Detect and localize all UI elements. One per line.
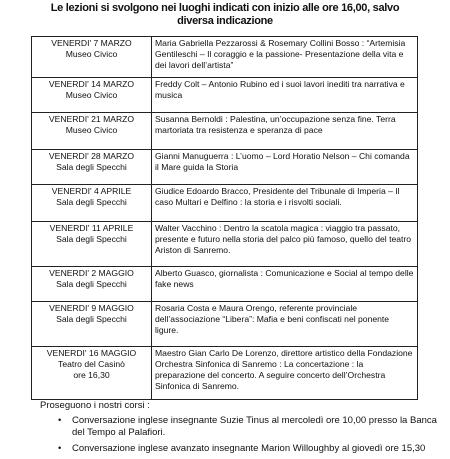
courses-section — [40, 400, 440, 459]
schedule-date: VENERDI' 16 MAGGIO — [46, 348, 137, 358]
schedule-date: VENERDI' 7 MARZO — [51, 38, 132, 48]
schedule-description: Freddy Colt – Antonio Rubino ed i suoi lavori inediti tra narrativa e musica — [152, 78, 418, 113]
intro-text: Le lezioni si svolgono nei luoghi indicati con inizio alle ore 16,00, salvo diversa indicazione — [50, 2, 400, 27]
schedule-description: Alberto Guasco, giornalista : Comunicazione e Social al tempo delle fake news — [152, 267, 418, 302]
schedule-when-cell — [32, 302, 152, 347]
schedule-when-cell — [32, 347, 152, 400]
schedule-when-cell — [32, 185, 152, 222]
schedule-date: VENERDI' 11 APRILE — [49, 223, 134, 233]
schedule-row — [32, 150, 418, 185]
schedule-when-cell — [32, 150, 152, 185]
schedule-when-cell — [32, 267, 152, 302]
schedule-date: VENERDI' 21 MARZO — [48, 114, 135, 124]
schedule-table — [31, 36, 418, 400]
schedule-description: Rosaria Costa e Maura Orengo, referente provinciale dell’associazione “Libera”: Mafia e beni confiscati nel ponente ligure. — [152, 302, 418, 347]
schedule-date: VENERDI' 4 APRILE — [51, 186, 132, 196]
schedule-venue: Museo Civico — [65, 125, 118, 135]
schedule-date: VENERDI' 9 MAGGIO — [49, 303, 134, 313]
courses-list — [40, 415, 440, 455]
schedule-row — [32, 267, 418, 302]
schedule-venue: Museo Civico — [65, 49, 118, 59]
schedule-venue: Museo Civico — [65, 90, 118, 100]
courses-title: Proseguono i nostri corsi : — [40, 400, 150, 411]
schedule-date: VENERDI' 28 MARZO — [48, 151, 135, 161]
schedule-description: Maria Gabriella Pezzarossi & Rosemary Collini Bosso : “Artemisia Gentileschi – Il coraggio e la passione- Presentazione della vita e dei lavori dell’artista” — [152, 37, 418, 78]
schedule-date: VENERDI' 2 MAGGIO — [49, 268, 134, 278]
course-item — [58, 443, 440, 455]
schedule-description: Susanna Bernoldi : Palestina, un’occupazione senza fine. Terra martoriata tra resistenza e speranza di pace — [152, 113, 418, 150]
schedule-when-cell — [32, 113, 152, 150]
course-text: Conversazione inglese insegnante Suzie Tinus al mercoledì ore 10,00 presso la Banca del Tempo al Palafiori. — [72, 415, 437, 438]
schedule-when-cell — [32, 37, 152, 78]
schedule-row — [32, 185, 418, 222]
bullet-icon: • — [58, 415, 62, 426]
course-item — [58, 415, 440, 439]
schedule-description: Walter Vacchino : Dentro la scatola magica : viaggio tra passato, presente e futuro nella storia del palco più famoso, quello del teatro Ariston di Sanremo. — [152, 222, 418, 267]
schedule-row — [32, 222, 418, 267]
schedule-venue: Sala degli Specchi — [56, 162, 127, 172]
schedule-description: Maestro Gian Carlo De Lorenzo, direttore artistico della Fondazione Orchestra Sinfonica di Sanremo : La concertazione : la preparazione del concerto. A seguire concerto dell’Orchestra Sinfonica di Sanremo. — [152, 347, 418, 400]
schedule-venue: Sala degli Specchi — [56, 197, 127, 207]
schedule-body — [32, 37, 418, 400]
schedule-row — [32, 113, 418, 150]
schedule-row — [32, 78, 418, 113]
schedule-venue: Sala degli Specchi — [56, 314, 127, 324]
schedule-venue: Sala degli Specchi — [56, 279, 127, 289]
course-text: Conversazione inglese avanzato insegnante Marion Willoughby al giovedì ore 15,30 — [72, 443, 426, 454]
schedule-description: Giudice Edoardo Bracco, Presidente del Tribunale di Imperia – Il caso Multari e Delfino : la storia e i risvolti sociali. — [152, 185, 418, 222]
schedule-venue: Teatro del Casinò — [58, 359, 125, 369]
schedule-row — [32, 302, 418, 347]
schedule-row — [32, 37, 418, 78]
schedule-time: ore 16,30 — [73, 370, 110, 380]
bullet-icon: • — [58, 443, 62, 454]
schedule-row — [32, 347, 418, 400]
schedule-description: Gianni Manuguerra : L’uomo – Lord Horatio Nelson – Chi comanda il Mare guida la Storia — [152, 150, 418, 185]
schedule-when-cell — [32, 78, 152, 113]
schedule-venue: Sala degli Specchi — [56, 234, 127, 244]
schedule-date: VENERDI' 14 MARZO — [48, 79, 135, 89]
schedule-when-cell — [32, 222, 152, 267]
